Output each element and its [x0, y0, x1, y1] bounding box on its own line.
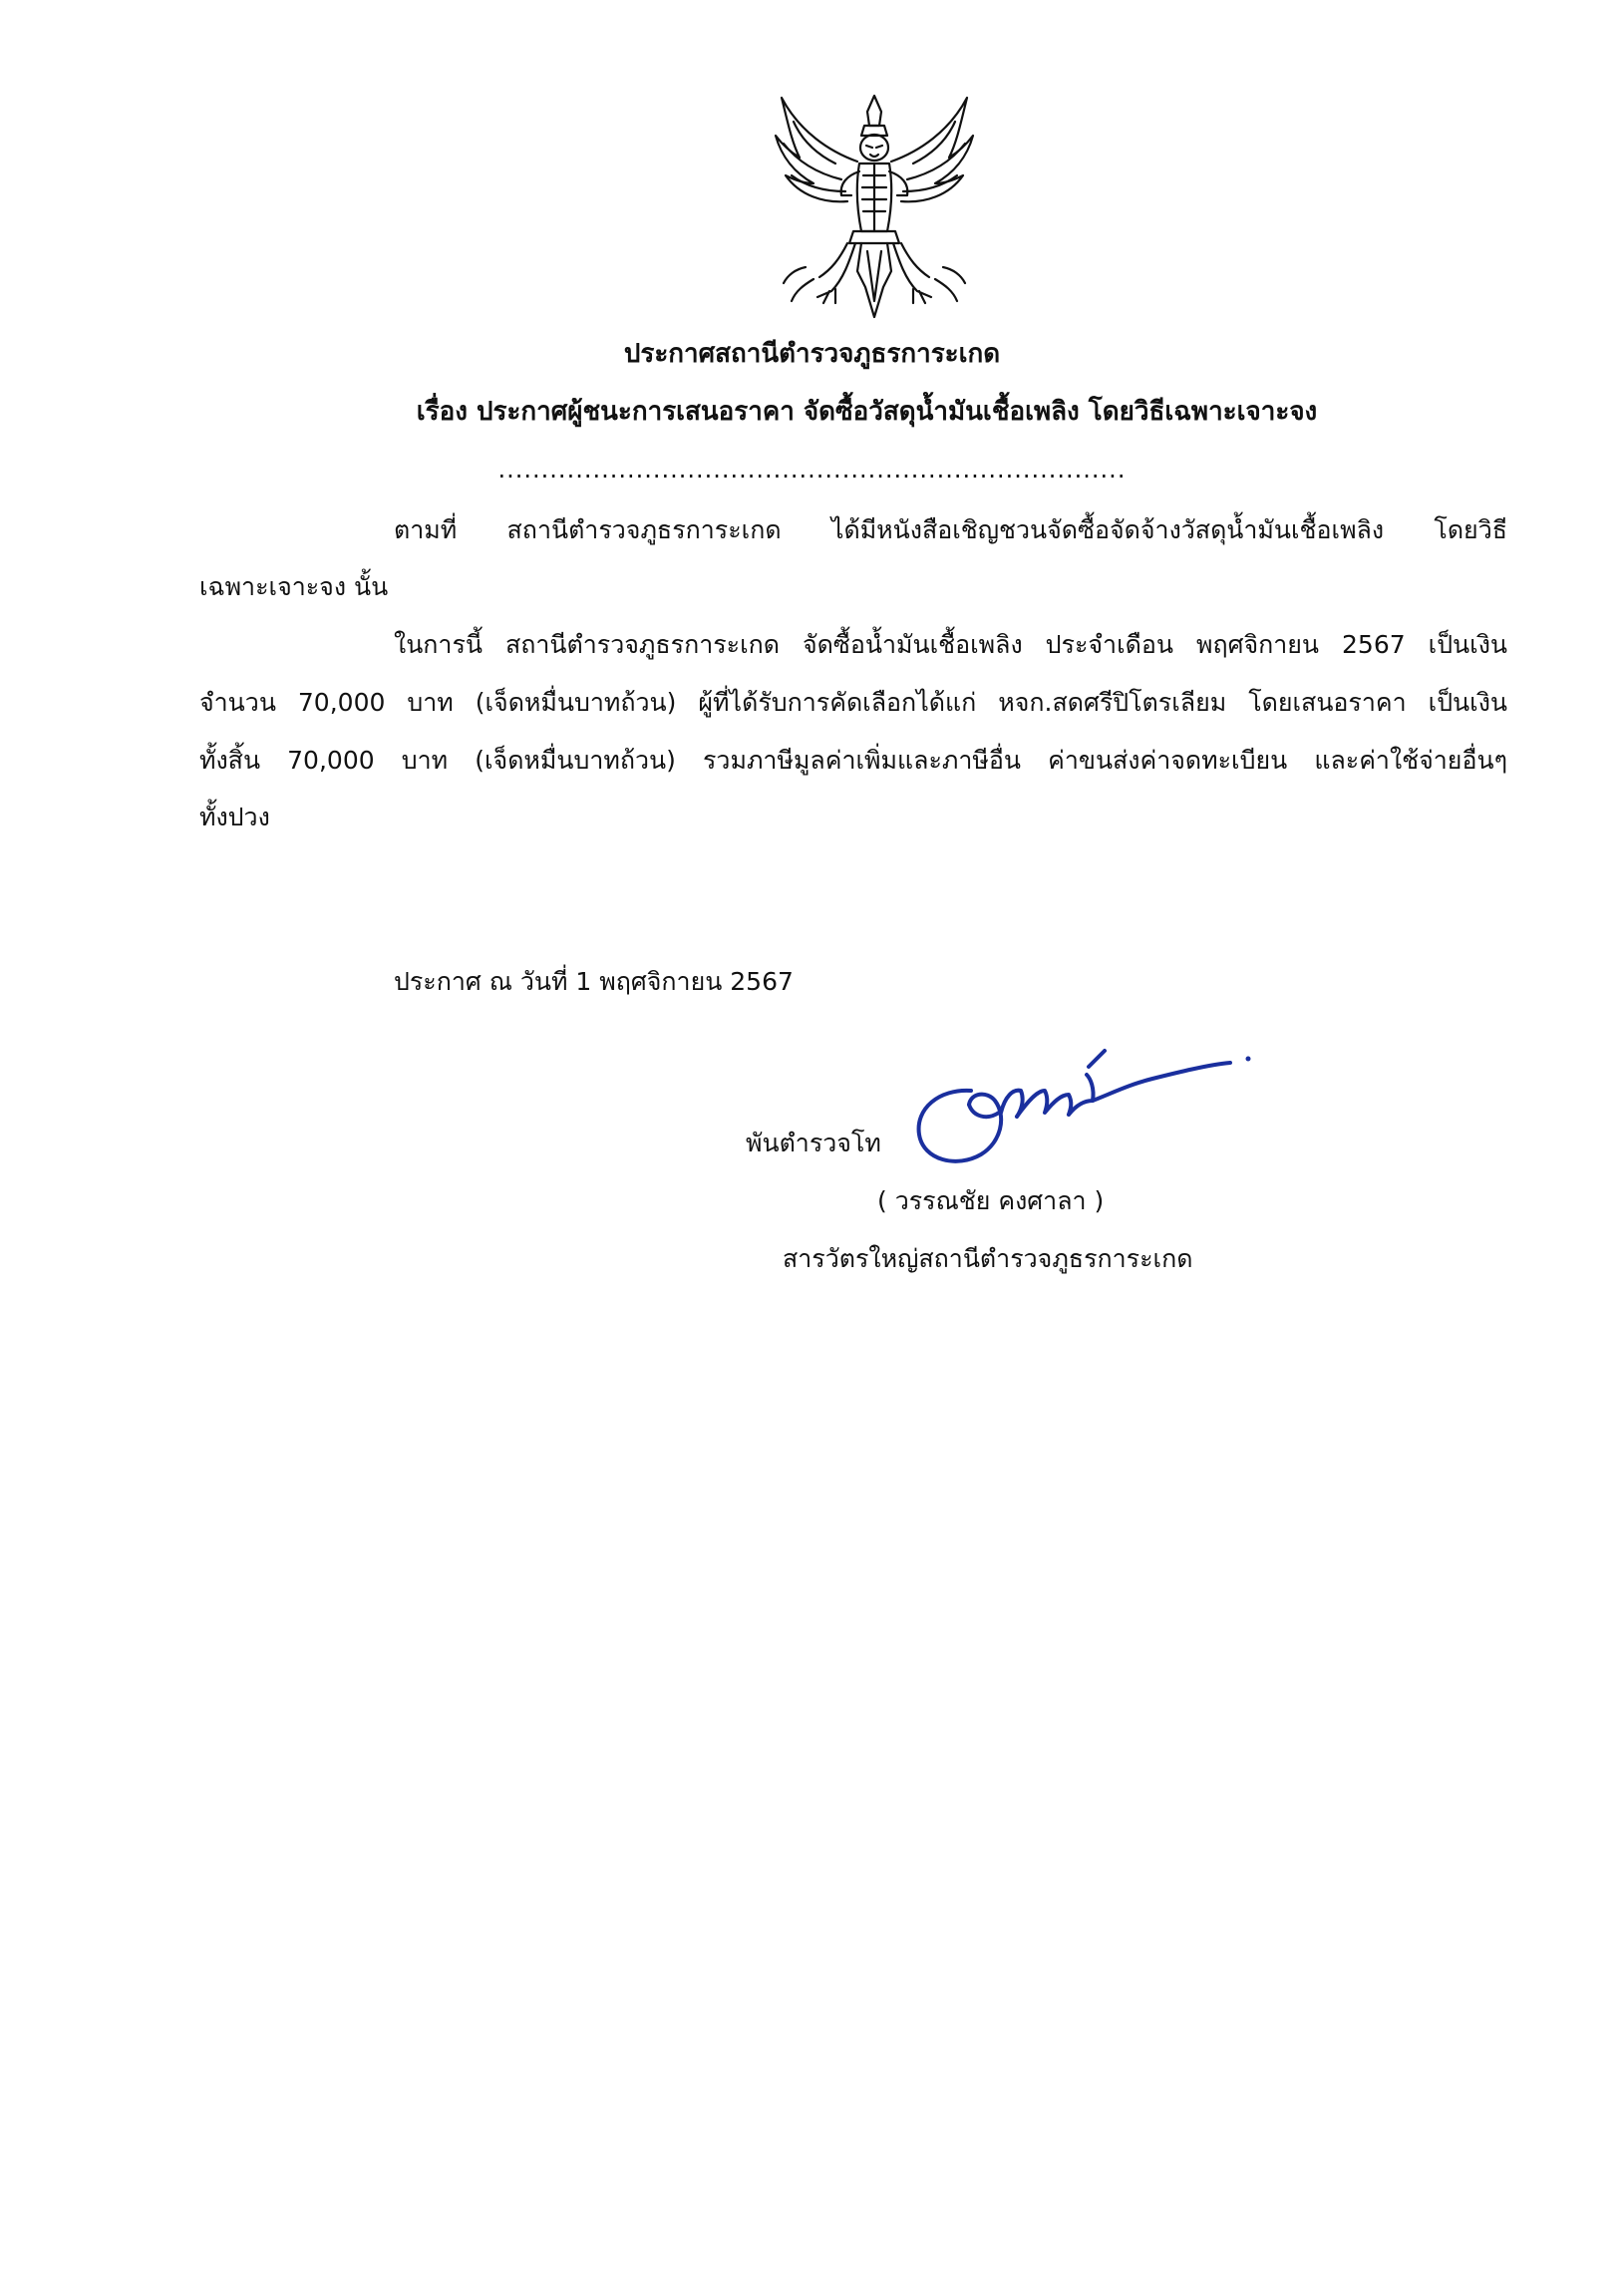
signer-name: ( วรรณชัย คงศาลา ) [877, 1186, 1105, 1215]
document-subject: เรื่อง ประกาศผู้ชนะการเสนอราคา จัดซื้อวัสดุน้ำมันเชื้อเพลิง โดยวิธีเฉพาะเจาะจง [416, 397, 1318, 427]
paragraph-2-line-1: ในการนี้ สถานีตำรวจภูธรการะเกด จัดซื้อน้ำมันเชื้อเพลิง ประจำเดือน พฤศจิกายน 2567 เป็นเงิน [394, 630, 1507, 659]
signer-rank: พันตำรวจโท [746, 1129, 881, 1157]
title-separator: ......................................................................... [497, 456, 1127, 484]
paragraph-2-line-4: ทั้งปวง [199, 803, 270, 831]
handwritten-signature [909, 1005, 1258, 1174]
paragraph-2-line-3: ทั้งสิ้น 70,000 บาท (เจ็ดหมื่นบาทถ้วน) รวมภาษีมูลค่าเพิ่มและภาษีอื่น ค่าขนส่งค่าจดทะเบียน และค่าใช้จ่ายอื่นๆ [199, 746, 1507, 775]
announcement-date: ประกาศ ณ วันที่ 1 พฤศจิกายน 2567 [394, 967, 794, 996]
paragraph-1-line-2: เฉพาะเจาะจง นั้น [199, 572, 389, 601]
paragraph-1-line-1: ตามที่ สถานีตำรวจภูธรการะเกด ได้มีหนังสือเชิญชวนจัดซื้อจัดจ้างวัสดุน้ำมันเชื้อเพลิง โดยวิธี [394, 515, 1507, 544]
signer-position: สารวัตรใหญ่สถานีตำรวจภูธรการะเกด [783, 1244, 1193, 1273]
paragraph-2-line-2: จำนวน 70,000 บาท (เจ็ดหมื่นบาทถ้วน) ผู้ที่ได้รับการคัดเลือกได้แก่ หจก.สดศรีปิโตรเลียม โดยเสนอราคา เป็นเงิน [199, 688, 1507, 717]
document-title: ประกาศสถานีตำรวจภูธรการะเกด [623, 339, 1001, 369]
garuda-emblem-icon [770, 92, 979, 319]
